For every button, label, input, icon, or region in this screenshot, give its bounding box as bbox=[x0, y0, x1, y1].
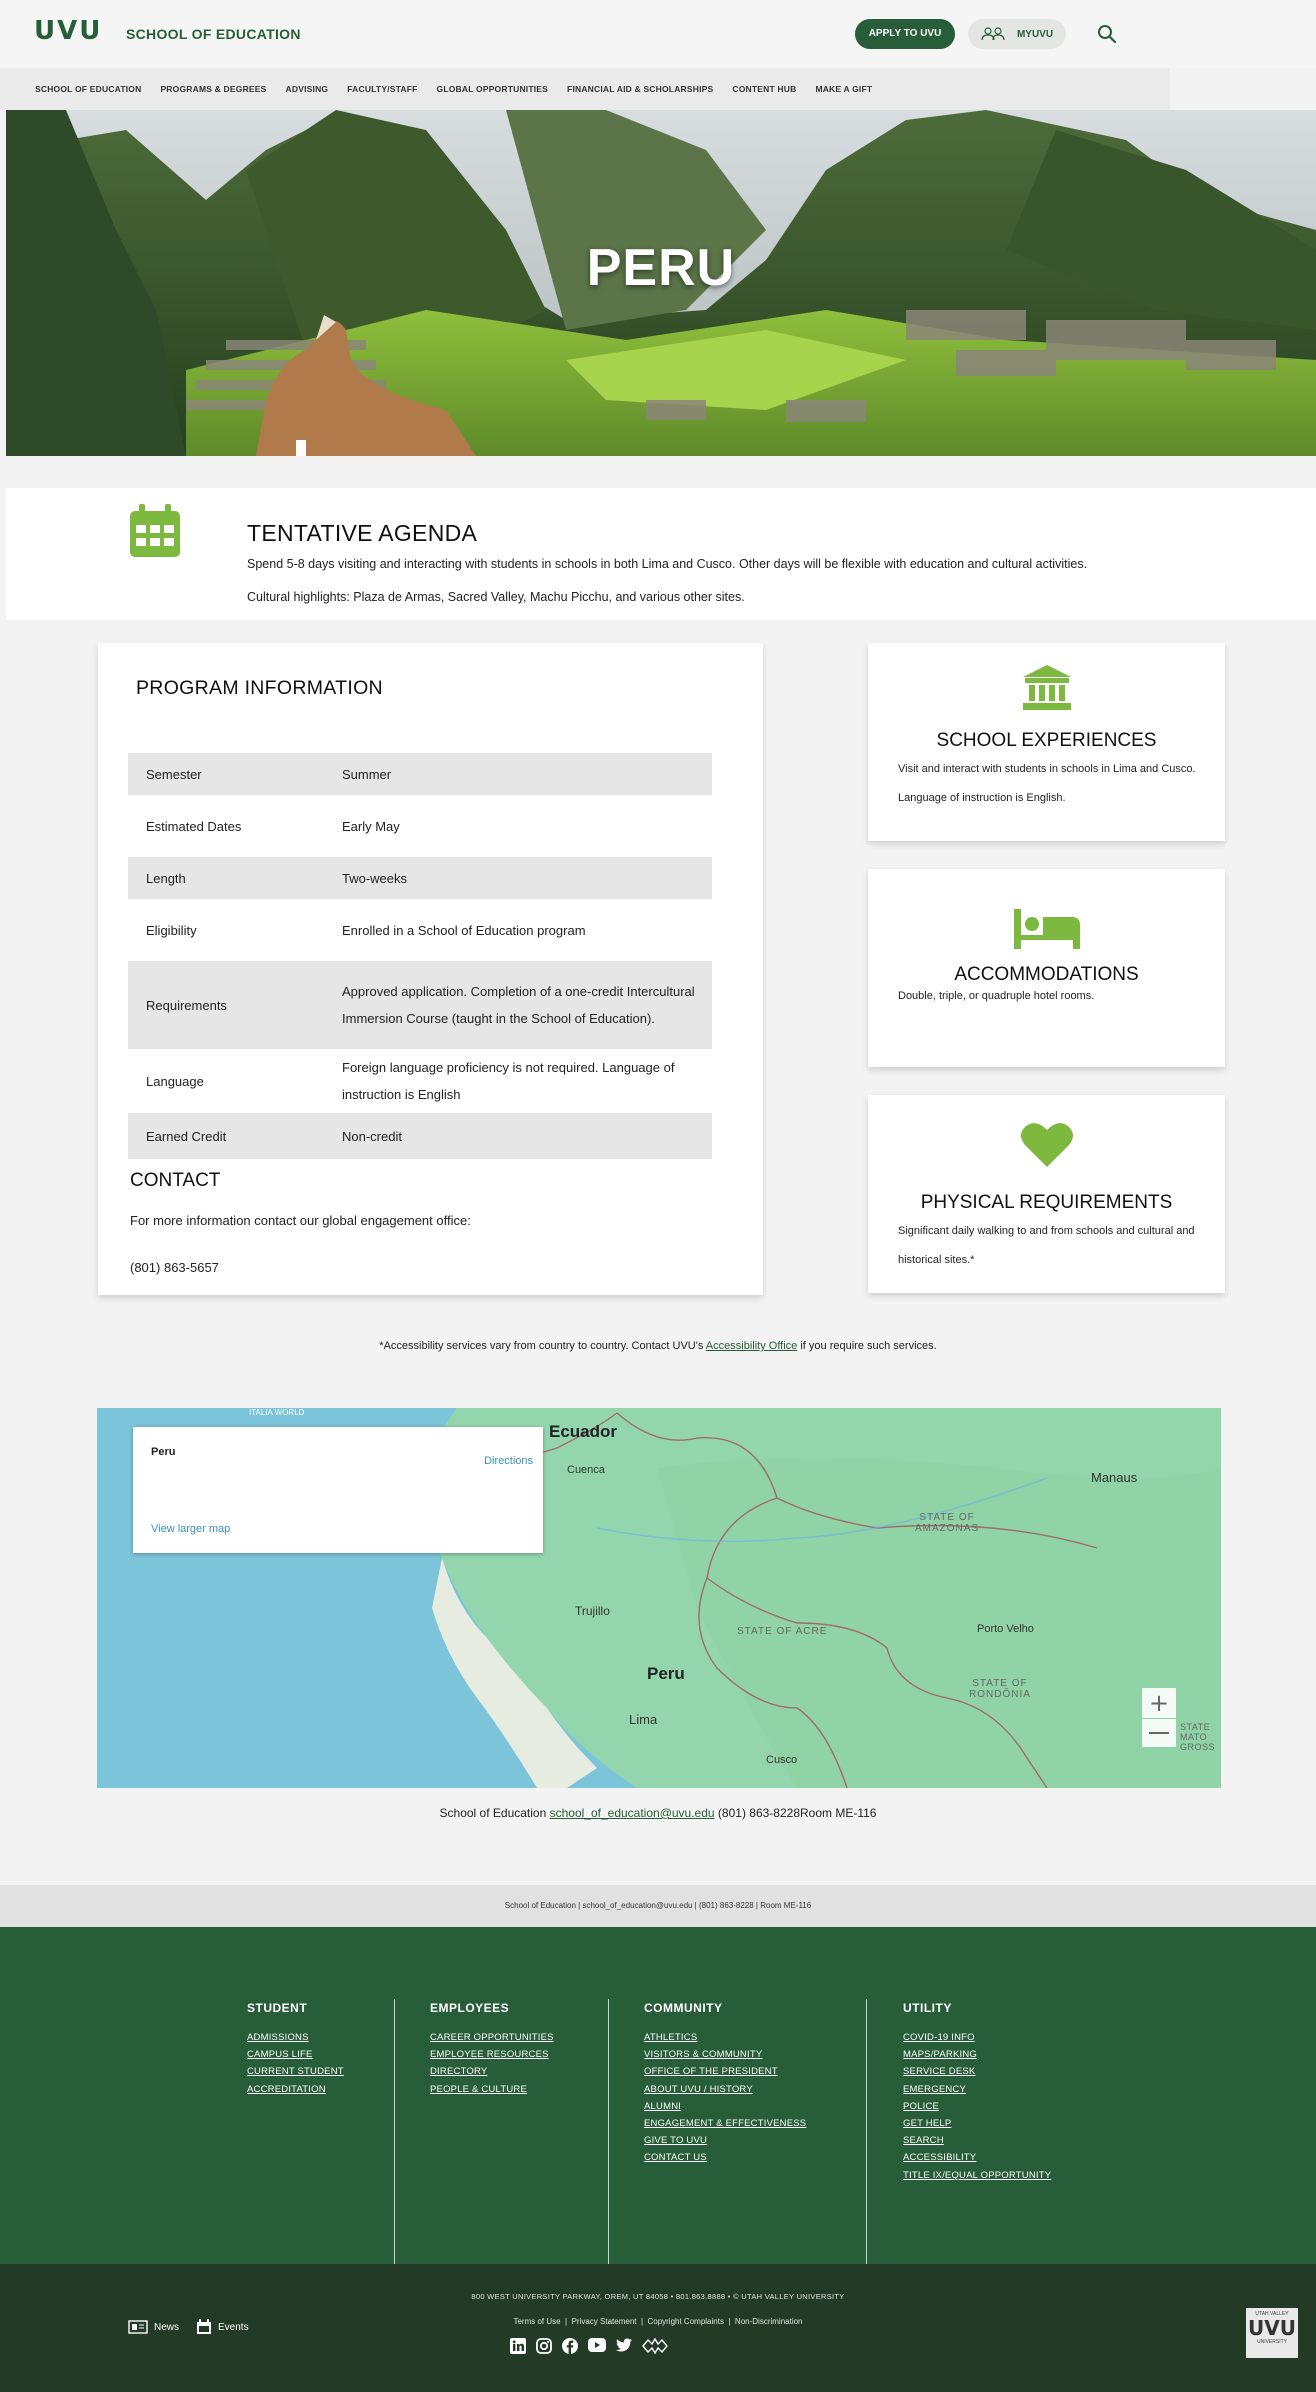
card-text: Significant daily walking to and from schools and cultural and historical sites.* bbox=[898, 1225, 1195, 1266]
accommodations-card bbox=[868, 869, 1225, 1067]
institution-icon bbox=[1023, 665, 1071, 711]
program-info-table bbox=[128, 753, 712, 1159]
nav-financial-aid[interactable]: FINANCIAL AID & SCHOLARSHIPS bbox=[567, 84, 714, 94]
footer-column-title: STUDENT bbox=[247, 2001, 308, 2015]
site-header bbox=[0, 0, 1316, 68]
row-label: Length bbox=[146, 870, 186, 886]
nav-school-of-education[interactable]: SCHOOL OF EDUCATION bbox=[35, 84, 142, 94]
card-text: Double, triple, or quadruple hotel rooms. bbox=[898, 990, 1095, 1002]
table-row bbox=[128, 753, 712, 795]
search-icon[interactable] bbox=[1095, 22, 1119, 46]
contact-text: For more information contact our global engagement office: bbox=[130, 1213, 471, 1228]
row-label: Requirements bbox=[146, 997, 227, 1013]
map-label-top: ITALIA WORLD bbox=[249, 1408, 305, 1417]
nav-global-opportunities[interactable]: GLOBAL OPPORTUNITIES bbox=[436, 84, 549, 94]
map-label-mato-grosso: STATE MATO GROSS bbox=[1180, 1722, 1216, 1752]
footer-link[interactable]: EMPLOYEE RESOURCES bbox=[430, 2049, 549, 2061]
row-value: Two-weeks bbox=[342, 870, 408, 886]
row-value: Non-credit bbox=[342, 1128, 402, 1144]
accessibility-footnote bbox=[0, 1340, 1316, 1352]
nondiscrimination-link[interactable]: Non-Discrimination bbox=[734, 2317, 803, 2326]
main-nav bbox=[0, 68, 1170, 110]
footer-link[interactable]: ACCREDITATION bbox=[247, 2083, 326, 2095]
footer-link[interactable]: GIVE TO UVU bbox=[644, 2135, 708, 2147]
card-title: PHYSICAL REQUIREMENTS bbox=[920, 1192, 1173, 1213]
footer-link[interactable]: POLICE bbox=[903, 2100, 940, 2112]
social-links bbox=[510, 2338, 668, 2354]
map-label-cusco: Cusco bbox=[766, 1754, 798, 1766]
footnote-text-end: if you require such services. bbox=[797, 1340, 937, 1352]
row-value: Approved application. Completion of a one-credit Intercultural Immersion Course (taught in the School of Education). bbox=[342, 984, 695, 1026]
heart-icon bbox=[1021, 1121, 1073, 1167]
table-row bbox=[128, 961, 712, 1049]
footer-link[interactable]: ATHLETICS bbox=[644, 2032, 698, 2043]
footer-link[interactable]: SERVICE DESK bbox=[903, 2066, 976, 2078]
email-link[interactable]: school_of_education@uvu.edu bbox=[549, 1806, 715, 1820]
myuvu-label: MYUVU bbox=[1016, 28, 1054, 40]
map-label-trujillo: Trujillo bbox=[575, 1604, 610, 1618]
map-label-acre: STATE OF ACRE bbox=[737, 1626, 828, 1637]
news-label: News bbox=[154, 2321, 180, 2333]
physical-requirements-card bbox=[868, 1095, 1225, 1293]
footer-link[interactable]: DIRECTORY bbox=[430, 2066, 488, 2078]
linkedin-icon[interactable] bbox=[510, 2338, 526, 2354]
map-place-name: Peru bbox=[151, 1446, 176, 1458]
badge-bottom-text: UNIVERSITY bbox=[1256, 2339, 1287, 2345]
table-row bbox=[128, 899, 712, 961]
agenda-section bbox=[6, 488, 1316, 620]
footer-link[interactable]: ACCESSIBILITY bbox=[903, 2152, 977, 2164]
school-experiences-card bbox=[868, 643, 1225, 841]
footnote-text: *Accessibility services vary from country to country. Contact UVU's bbox=[379, 1340, 706, 1352]
row-label: Earned Credit bbox=[146, 1128, 227, 1144]
copyright-link[interactable]: Copyright Complaints bbox=[647, 2317, 724, 2326]
address-text: School of Education bbox=[439, 1806, 550, 1820]
map-label-lima: Lima bbox=[629, 1712, 658, 1727]
agenda-title: TENTATIVE AGENDA bbox=[247, 520, 478, 546]
school-name[interactable]: SCHOOL OF EDUCATION bbox=[126, 26, 301, 42]
footer-link[interactable]: ABOUT UVU / HISTORY bbox=[644, 2083, 753, 2095]
twitter-icon[interactable] bbox=[616, 2338, 632, 2352]
table-row bbox=[128, 857, 712, 899]
agenda-text: Spend 5-8 days visiting and interacting with students in schools in both Lima and Cusco. Other days will be flexible with education and cultural activities. Cultural highlights: Plaza de Armas, Sacred Valley, Machu Picchu, and various other sites. bbox=[247, 557, 1088, 604]
map-label-amazonas: STATE OF AMAZONAS bbox=[915, 1512, 980, 1534]
terms-link[interactable]: Terms of Use bbox=[513, 2317, 561, 2326]
footer-bottom-bar bbox=[0, 2264, 1316, 2392]
footer-column-title: EMPLOYEES bbox=[430, 2001, 510, 2015]
accessibility-office-link[interactable]: Accessibility Office bbox=[705, 1340, 798, 1352]
row-value: Early May bbox=[342, 818, 400, 834]
facebook-icon[interactable] bbox=[562, 2338, 578, 2354]
calendar-icon bbox=[126, 502, 184, 560]
svg-text:+: + bbox=[1148, 1689, 1170, 1717]
uvu-badge[interactable] bbox=[1246, 2308, 1298, 2358]
footer-divider bbox=[866, 1999, 867, 2267]
uvu-logo[interactable]: UVU bbox=[34, 16, 103, 46]
footer-link[interactable]: OFFICE OF THE PRESIDENT bbox=[644, 2066, 778, 2078]
events-label: Events bbox=[218, 2321, 249, 2333]
nav-content-hub[interactable]: CONTENT HUB bbox=[732, 84, 797, 94]
people-icon bbox=[981, 27, 1005, 41]
card-title: ACCOMMODATIONS bbox=[954, 964, 1139, 985]
footer-link[interactable]: EMERGENCY bbox=[903, 2083, 967, 2095]
nav-faculty-staff[interactable]: FACULTY/STAFF bbox=[347, 84, 418, 94]
footer-address: 800 WEST UNIVERSITY PARKWAY, OREM, UT 84058 • 801.863.8888 • © UTAH VALLEY UNIVERSITY bbox=[471, 2292, 845, 2301]
footer-divider bbox=[608, 1999, 609, 2267]
table-row bbox=[128, 1049, 712, 1113]
map-label-cuenca: Cuenca bbox=[567, 1464, 605, 1476]
map-label-porto-velho: Porto Velho bbox=[977, 1623, 1034, 1635]
table-row bbox=[128, 1113, 712, 1159]
footer-link[interactable]: CAREER OPPORTUNITIES bbox=[430, 2032, 554, 2043]
row-label: Estimated Dates bbox=[146, 818, 242, 834]
nav-programs-degrees[interactable]: PROGRAMS & DEGREES bbox=[160, 84, 267, 94]
footer-link[interactable]: PEOPLE & CULTURE bbox=[430, 2083, 527, 2095]
row-label: Eligibility bbox=[146, 922, 197, 938]
wolverine-icon[interactable] bbox=[642, 2338, 668, 2354]
footer-link[interactable]: COVID-19 INFO bbox=[903, 2032, 975, 2043]
footer-column-title: COMMUNITY bbox=[644, 2001, 723, 2015]
table-row bbox=[128, 795, 712, 857]
footer-link[interactable]: CONTACT US bbox=[644, 2152, 707, 2164]
card-text: Visit and interact with students in schools in Lima and Cusco. Language of instruction is English. bbox=[898, 763, 1196, 804]
footer-link[interactable]: VISITORS & COMMUNITY bbox=[644, 2049, 763, 2061]
nav-advising[interactable]: ADVISING bbox=[285, 84, 329, 94]
bed-icon bbox=[1014, 909, 1080, 949]
contact-title: CONTACT bbox=[130, 1170, 221, 1191]
footer-legal: Terms of Use | Privacy Statement | Copyright Complaints | Non-Discrimination bbox=[513, 2317, 803, 2326]
hero-banner bbox=[6, 110, 1316, 456]
map-label-peru: Peru bbox=[647, 1664, 685, 1683]
row-label: Semester bbox=[146, 766, 202, 782]
site-footer bbox=[0, 1927, 1316, 2264]
card-title: SCHOOL EXPERIENCES bbox=[936, 730, 1157, 751]
map-label-ecuador: Ecuador bbox=[549, 1422, 618, 1441]
nav-make-a-gift[interactable]: MAKE A GIFT bbox=[815, 84, 873, 94]
badge-top-text: UTAH VALLEY bbox=[1255, 2311, 1289, 2317]
footer-link[interactable]: TITLE IX/EQUAL OPPORTUNITY bbox=[903, 2169, 1052, 2181]
footer-link[interactable]: ENGAGEMENT & EFFECTIVENESS bbox=[644, 2118, 807, 2130]
footer-divider bbox=[394, 1999, 395, 2267]
row-value: Foreign language proficiency is not required. Language of instruction is English bbox=[342, 1060, 675, 1102]
footer-column-employees bbox=[430, 2001, 554, 2098]
map-info-box bbox=[133, 1427, 543, 1553]
footer-link[interactable]: ADMISSIONS bbox=[247, 2032, 309, 2043]
map-label-rondonia: STATE OF RONDÔNIA bbox=[969, 1678, 1031, 1700]
program-info-title: PROGRAM INFORMATION bbox=[136, 677, 383, 699]
row-value: Summer bbox=[342, 766, 392, 782]
myuvu-button[interactable] bbox=[968, 19, 1066, 49]
hero-title: PERU bbox=[586, 239, 736, 297]
row-value: Enrolled in a School of Education program bbox=[342, 922, 586, 938]
subfooter-contact: School of Education | school_of_education@uvu.edu | (801) 863-8228 | Room ME-116 bbox=[0, 1885, 1316, 1927]
footer-column-student bbox=[247, 2001, 344, 2098]
program-info-card bbox=[98, 643, 763, 1295]
badge-logo-text: UVU bbox=[1248, 2316, 1296, 2340]
youtube-icon[interactable] bbox=[588, 2338, 606, 2352]
footer-link[interactable]: GET HELP bbox=[903, 2118, 952, 2130]
footer-link[interactable]: CAMPUS LIFE bbox=[247, 2049, 313, 2061]
footer-link[interactable]: ALUMNI bbox=[644, 2100, 682, 2112]
footer-link[interactable]: SEARCH bbox=[903, 2135, 944, 2147]
map-directions-link[interactable]: Directions bbox=[484, 1455, 533, 1467]
apply-button[interactable]: APPLY TO UVU bbox=[855, 19, 955, 49]
row-label: Language bbox=[146, 1073, 204, 1089]
embedded-map[interactable] bbox=[97, 1408, 1221, 1788]
address-text-end: (801) 863-8228Room ME-116 bbox=[714, 1806, 877, 1820]
footer-column-community bbox=[644, 2001, 806, 2167]
map-label-manaus: Manaus bbox=[1091, 1470, 1138, 1485]
contact-phone[interactable]: (801) 863-5657 bbox=[130, 1260, 219, 1275]
footer-column-utility bbox=[903, 2001, 1051, 2184]
footer-column-title: UTILITY bbox=[903, 2001, 952, 2015]
instagram-icon[interactable] bbox=[536, 2338, 552, 2354]
privacy-link[interactable]: Privacy Statement bbox=[571, 2317, 637, 2326]
footer-link[interactable]: CURRENT STUDENT bbox=[247, 2066, 344, 2078]
department-address bbox=[0, 1806, 1316, 1820]
view-larger-map-link[interactable]: View larger map bbox=[151, 1523, 231, 1535]
footer-link[interactable]: MAPS/PARKING bbox=[903, 2049, 978, 2061]
